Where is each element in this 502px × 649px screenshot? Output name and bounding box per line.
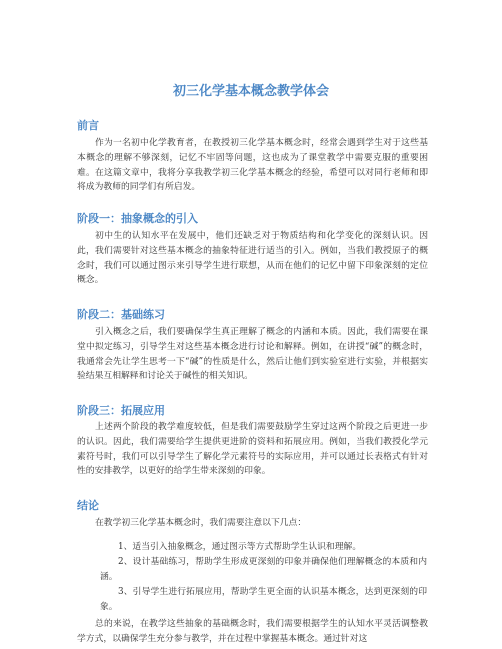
stage-1-paragraph: 初中生的认知水平在发展中，他们还缺乏对于物质结构和化学变化的深刻认识。因此，我们需要针对这些基本概念的抽象特征进行适当的引入。例如，当我们教授原子的概念时，我们可以通过图示来引导学生进行联想，从而在他们的记忆中留下印象深刻的定位概念。 xyxy=(77,231,428,286)
section-heading-stage-2: 阶段二：基础练习 xyxy=(77,308,165,321)
conclusion-closing-paragraph: 总的来说，在教学这些抽象的基础概念时，我们需要根据学生的认知水平灵活调整教学方式，以确保学生充分参与教学，并在过程中掌握基本概念。通过针对这 xyxy=(77,619,428,644)
section-heading-conclusion: 结论 xyxy=(77,499,99,512)
conclusion-list-item: 3、引导学生进行拓展应用，帮助学生更全面的认识基本概念，达到更深刻的印象。 xyxy=(100,587,427,612)
conclusion-intro-paragraph: 在教学初三化学基本概念时，我们需要注意以下几点： xyxy=(95,518,307,528)
conclusion-list-item: 1、适当引入抽象概念，通过图示等方式帮助学生认识和理解。 xyxy=(118,542,362,552)
document-title: 初三化学基本概念教学体会 xyxy=(172,84,329,99)
section-heading-stage-1: 阶段一：抽象概念的引入 xyxy=(77,212,198,225)
conclusion-list-item: 2、设计基础练习，帮助学生形成更深刻的印象并确保他们理解概念的本质和内涵。 xyxy=(100,557,427,582)
section-heading-stage-3: 阶段三：拓展应用 xyxy=(77,404,165,417)
stage-2-paragraph: 引入概念之后，我们要确保学生真正理解了概念的内涵和本质。因此，我们需要在课堂中拟定练习，引导学生对这些基本概念进行讨论和解释。例如，在讲授“碱”的概念时，我通常会先让学生思考一下“碱”的性质是什么，然后让他们到实验室进行实验，并根据实验结果互相解释和讨论关于碱性的相关知识。 xyxy=(77,327,428,382)
section-heading-preface: 前言 xyxy=(77,119,99,132)
stage-3-paragraph: 上述两个阶段的教学难度较低，但是我们需要鼓励学生穿过这两个阶段之后更进一步的认识。因此，我们需要给学生提供更进阶的资料和拓展应用。例如，当我们教授化学元素符号时，我们可以引导学生了解化学元素符号的实际应用，并可以通过长表格式有针对性的安排教学，以更好的给学生带来深刻的印象。 xyxy=(77,422,428,477)
preface-paragraph: 作为一名初中化学教育者，在教授初三化学基本概念时，经常会遇到学生对于这些基本概念的理解不够深刻，记忆不牢固等问题，这也成为了课堂教学中需要克服的重要困难。在这篇文章中，我将分享我教学初三化学基本概念的经验，希望可以对同行老师和即将成为教师的同学们有所启发。 xyxy=(77,138,428,193)
